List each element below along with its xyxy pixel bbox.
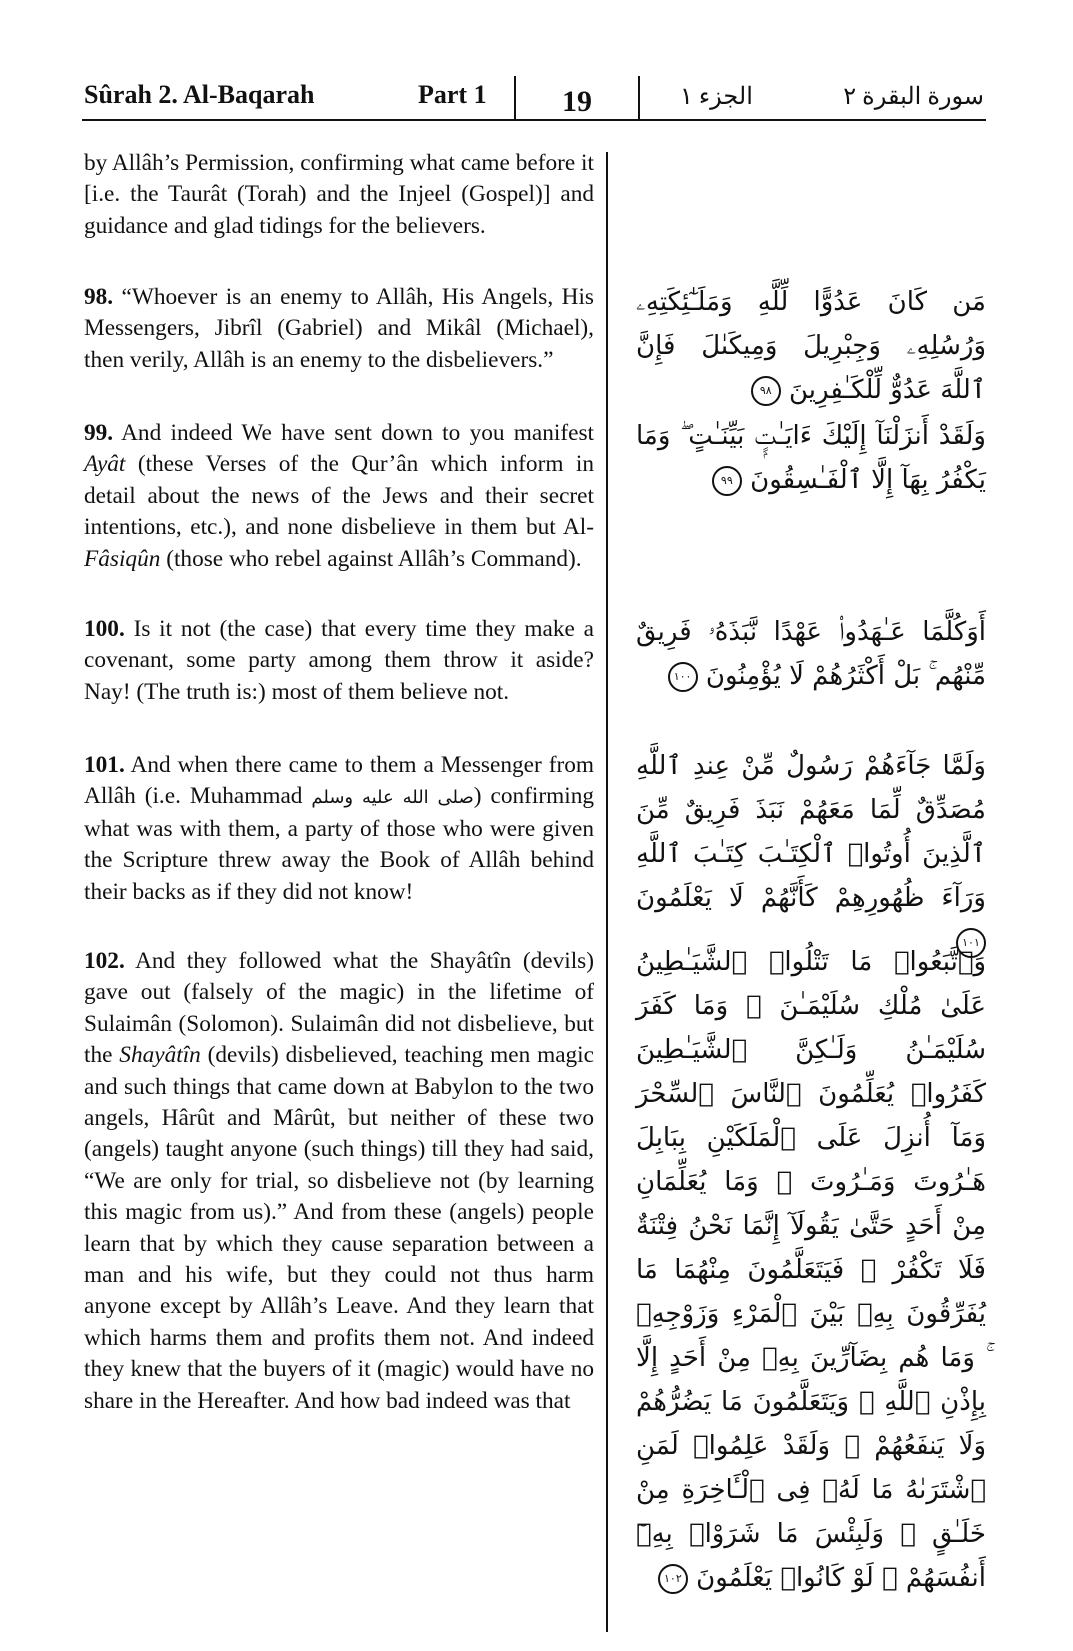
verse-99-arabic: وَلَقَدْ أَنزَلْنَآ إِلَيْكَ ءَايَـٰتٍۭ بَيِّنَـٰتٍ ۖ وَمَا يَكْفُرُ بِهَآ إِلَّا ٱلْفَـٰسِقُونَ ٩٩	[636, 421, 986, 495]
verse-98-translation: 98. “Whoever is an enemy to Allâh, His Angels, His Messengers, Jibrîl (Gabriel) and Mikâl (Michael), then verily, Allâh is an enemy to the disbelievers.”	[84, 284, 594, 373]
verse-number: 101.	[84, 752, 125, 778]
verse-102-translation: 102. And they followed what the Shayâtîn (devils) gave out (falsely of the magic) in the lifetime of Sulaimân (Solomon). Sulaimân did not disbelieve, but the Shayâtîn (devils) disbelieved, teaching men magic and such things that came down at Babylon to the two angels, Hârût and Mârût, but neither of these two (angels) taught anyone (such things) till they had said, “We are only for trial, so disbelieve not (by learning this magic from us).” And from these (angels) people learn that by which they cause separation between a man and his wife, but they could not thus harm anyone except by Allâh’s Leave. And they learn that which harms them and profits them not. And indeed they knew that the buyers of it (magic) would have no share in the Hereafter. And how bad indeed was that	[84, 948, 594, 1414]
verse-end-marker-icon: ٩٩	[712, 466, 742, 496]
verse-number: 102.	[84, 948, 125, 974]
verse-97-continuation: by Allâh’s Permission, confirming what came before it [i.e. the Taurât (Torah) and the Injeel (Gospel)] and guidance and glad tidings for the believers.	[84, 150, 594, 239]
verse-101-arabic: وَلَمَّا جَآءَهُمْ رَسُولٌ مِّنْ عِندِ ٱللَّهِ مُصَدِّقٌ لِّمَا مَعَهُمْ نَبَذَ فَرِيقٌ مِّنَ ٱلَّذِينَ أُوتُوا۟ ٱلْكِتَـٰبَ كِتَـٰبَ ٱللَّهِ وَرَآءَ ظُهُورِهِمْ كَأَنَّهُمْ لَا يَعْلَمُونَ ١٠١	[636, 744, 986, 964]
page-header	[84, 76, 984, 120]
verse-101-translation: 101. And when there came to them a Messenger from Allâh (i.e. Muhammad صلى الله عليه وسلم) confirming what was with them, a party of those who were given the Scripture threw away the Book of Allâh behind their backs as if they did not know!	[84, 752, 595, 905]
verse-end-marker-icon: ٩٨	[751, 376, 781, 406]
verse-end-marker-icon: ١٠٢	[658, 1564, 688, 1594]
verse-number: 100.	[84, 616, 125, 642]
verse-number: 99.	[84, 420, 114, 446]
verse-100-translation: 100. Is it not (the case) that every time they make a covenant, some party among them throw it aside? Nay! (The truth is:) most of them believe not.	[84, 616, 594, 705]
juz-label-ar: الجزء ١	[680, 84, 753, 110]
column-divider	[606, 152, 608, 1632]
verse-98-arabic: مَن كَانَ عَدُوًّا لِّلَّهِ وَمَلَـٰٓئِكَتِهِۦ وَرُسُلِهِۦ وَجِبْرِيلَ وَمِيكَىٰلَ فَإِنَّ ٱللَّهَ عَدُوٌّ لِّلْكَـٰفِرِينَ ٩٨	[636, 287, 986, 405]
honorific-ar: صلى الله عليه وسلم	[311, 787, 474, 809]
verse-end-marker-icon: ١٠٠	[668, 662, 698, 692]
verse-102-arabic: وَٱتَّبَعُوا۟ مَا تَتْلُوا۟ ٱلشَّيَـٰطِينُ عَلَىٰ مُلْكِ سُلَيْمَـٰنَ ۖ وَمَا كَفَرَ سُلَيْمَـٰنُ وَلَـٰكِنَّ ٱلشَّيَـٰطِينَ كَفَرُوا۟ يُعَلِّمُونَ ٱلنَّاسَ ٱلسِّحْرَ وَمَآ أُنزِلَ عَلَى ٱلْمَلَكَيْنِ بِبَابِلَ هَـٰرُوتَ وَمَـٰرُوتَ ۚ وَمَا يُعَلِّمَانِ مِنْ أَحَدٍ حَتَّىٰ يَقُولَآ إِنَّمَا نَحْنُ فِتْنَةٌ فَلَا تَكْفُرْ ۖ فَيَتَعَلَّمُونَ مِنْهُمَا مَا يُفَرِّقُونَ بِهِۦ بَيْنَ ٱلْمَرْءِ وَزَوْجِهِۦ ۚ وَمَا هُم بِضَآرِّينَ بِهِۦ مِنْ أَحَدٍ إِلَّا بِإِذْنِ ٱللَّهِ ۚ وَيَتَعَلَّمُونَ مَا يَضُرُّهُمْ وَلَا يَنفَعُهُمْ ۚ وَلَقَدْ عَلِمُوا۟ لَمَنِ ٱشْتَرَىٰهُ مَا لَهُۥ فِى ٱلْـَٔاخِرَةِ مِنْ خَلَـٰقٍ ۚ وَلَبِئْسَ مَا شَرَوْا۟ بِهِۦٓ أَنفُسَهُمْ ۚ لَوْ كَانُوا۟ يَعْلَمُونَ ١٠٢	[636, 947, 986, 1593]
verse-number: 98.	[84, 284, 114, 310]
verse-100-arabic: أَوَكُلَّمَا عَـٰهَدُوا۟ عَهْدًا نَّبَذَهُۥ فَرِيقٌ مِّنْهُم ۚ بَلْ أَكْثَرُهُمْ لَا يُؤْمِنُونَ ١٠٠	[636, 617, 986, 691]
surah-title-en: Sûrah 2. Al-Baqarah	[84, 80, 315, 109]
header-rule	[82, 119, 986, 121]
verse-99-translation: 99. And indeed We have sent down to you manifest Ayât (these Verses of the Qur’ân which inform in detail about the news of the Jews and their secret intentions, etc.), and none disbelieve in them but Al-Fâsiqûn (those who rebel against Allâh’s Command).	[84, 420, 594, 572]
part-label-en: Part 1	[418, 80, 487, 109]
verse-end-marker-icon: ١٠١	[956, 928, 986, 958]
page-number: 19	[514, 76, 640, 120]
surah-title-ar: سورة البقرة ٢	[843, 84, 984, 110]
